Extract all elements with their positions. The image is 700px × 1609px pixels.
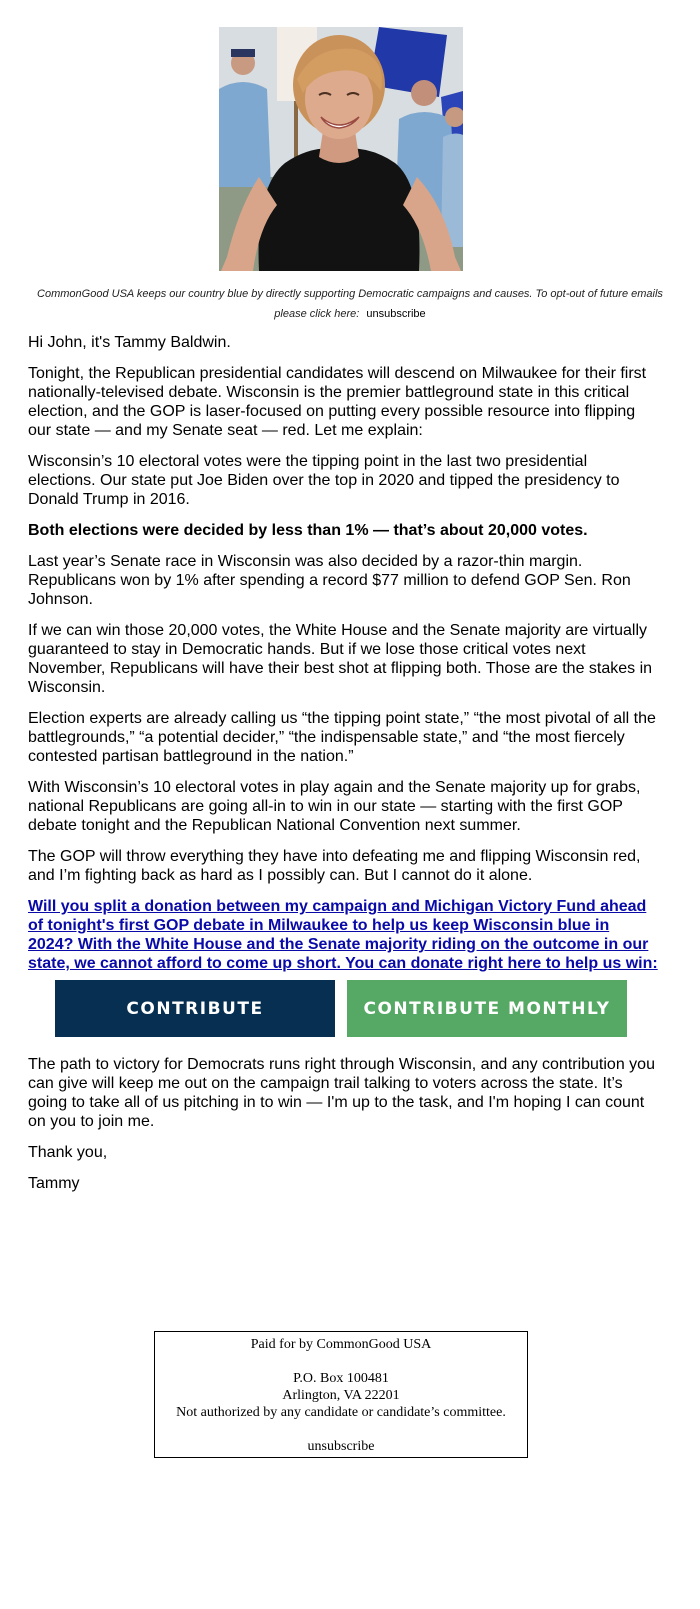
footer-unsubscribe-link[interactable]: unsubscribe <box>307 1439 375 1454</box>
letter-body <box>28 333 658 973</box>
paragraph-stakes: If we can win those 20,000 votes, the White House and the Senate majority are virtually guaranteed to stay in Democratic hands. But if we lose those critical votes next November, Republicans will have their best shot at flipping both. Those are the stakes in Wisconsin. <box>28 622 653 696</box>
paragraph-debate: Tonight, the Republican presidential candidates will descend on Milwaukee for their first nationally-televised debate. Wisconsin is the premier battleground state in this critical election, and the GOP is laser-focused on putting every possible resource into flipping our state — and my Senate seat — red. Let me explain: <box>28 365 647 439</box>
address-line-1: P.O. Box 100481 <box>293 1371 389 1386</box>
paragraph-path-to-victory: The path to victory for Democrats runs right through Wisconsin, and any contribution you can give will keep me out on the campaign trail talking to voters across the state. It’s going to take all of us pitching in to win — I'm up to the task, and I'm hoping I can count on you to join me. <box>28 1056 655 1130</box>
paragraph-republicans-all-in: With Wisconsin’s 10 electoral votes in play again and the Senate majority up for grabs, national Republicans are going all-in to win in our state — starting with the first GOP debate tonight and the Republican National Convention next summer. <box>28 779 641 834</box>
top-unsubscribe-link[interactable]: unsubscribe <box>366 308 426 320</box>
background-person-left <box>219 82 271 187</box>
paid-for-footer <box>154 1331 528 1458</box>
paragraph-margin-bold: Both elections were decided by less than 1% — that’s about 20,000 votes. <box>28 522 588 539</box>
paragraph-electoral-votes: Wisconsin’s 10 electoral votes were the tipping point in the last two presidential elections. Our state put Joe Biden over the top in 2020 and tipped the presidency to Donald Trump in 2016. <box>28 453 620 508</box>
opt-out-disclaimer <box>28 284 672 324</box>
contribute-button[interactable]: CONTRIBUTE <box>55 980 335 1037</box>
paragraph-experts: Election experts are already calling us “the tipping point state,” “the most pivotal of all the battlegrounds,” “a potential decider,” “the indispensable state,” and “the most fiercely contested partisan battleground in the nation.” <box>28 710 656 765</box>
address-line-2: Arlington, VA 22201 <box>282 1388 400 1403</box>
paid-for-line: Paid for by CommonGood USA <box>250 1337 432 1352</box>
donation-ask-link[interactable]: Will you split a donation between my campaign and Michigan Victory Fund ahead of tonight's first GOP debate in Milwaukee to help us keep Wisconsin blue in 2024? With the White House and the Senate majority riding on the outcome in our state, we cannot afford to come up short. You can donate right here to help us win: <box>28 898 658 972</box>
paragraph-fighting-back: The GOP will throw everything they have into defeating me and flipping Wisconsin red, and I’m fighting back as hard as I possibly can. But I cannot do it alone. <box>28 848 641 884</box>
disclaimer-text: CommonGood USA keeps our country blue by directly supporting Democratic campaigns and causes. To opt-out of future emails please click here: <box>37 288 663 320</box>
contribute-monthly-button[interactable]: CONTRIBUTE MONTHLY <box>347 980 627 1037</box>
letter-closing <box>28 1055 658 1205</box>
not-authorized-line: Not authorized by any candidate or candidate’s committee. <box>176 1405 506 1420</box>
sign-off: Thank you, <box>28 1144 108 1161</box>
subject-shirt <box>259 148 420 271</box>
greeting: Hi John, it's Tammy Baldwin. <box>28 334 231 351</box>
paragraph-senate-race: Last year’s Senate race in Wisconsin was also decided by a razor-thin margin. Republicans won by 1% after spending a record $77 million to defend GOP Sen. Ron Johnson. <box>28 553 631 608</box>
hero-photo-illustration <box>219 27 463 271</box>
hero-photo <box>219 27 463 271</box>
signature: Tammy <box>28 1175 80 1192</box>
